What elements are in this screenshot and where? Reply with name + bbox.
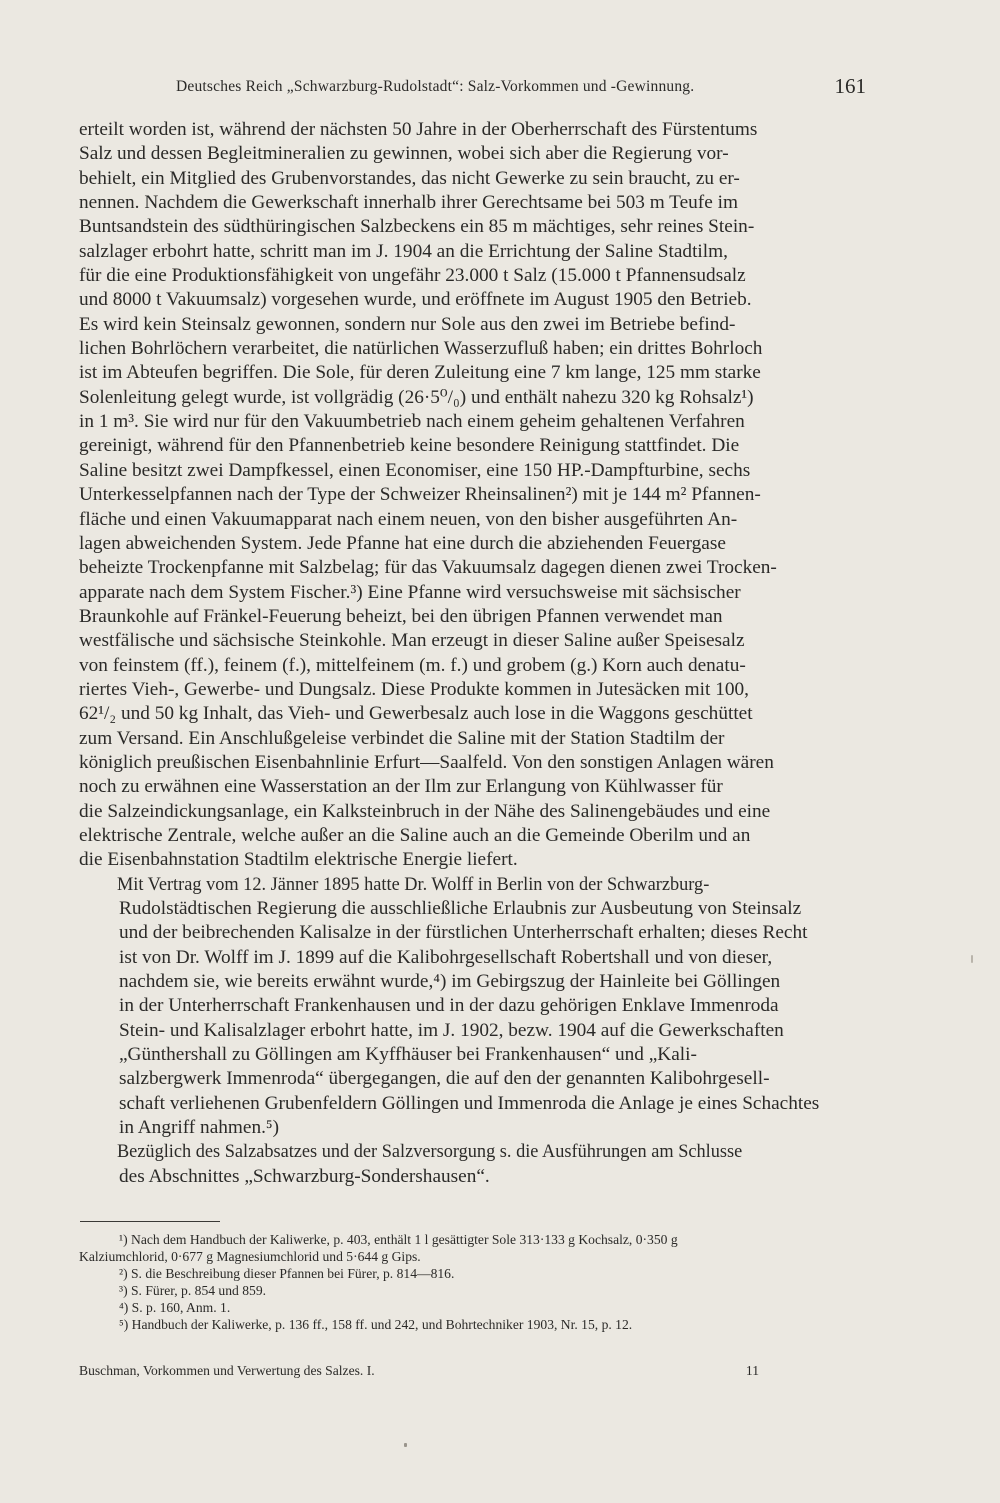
text-line: salzbergwerk Immenroda“ übergegangen, die auf den der genannten Kalibohrgesell- (119, 1068, 770, 1090)
text-line: behielt, ein Mitglied des Grubenvorstandes, das nicht Gewerke zu sein braucht, zu er- (79, 167, 740, 189)
footnote-1-continuation: Kalziumchlorid, 0·677 g Magnesiumchlorid und 5·644 g Gips. (79, 1249, 421, 1265)
text-line: apparate nach dem System Fischer.³) Eine Pfanne wird versuchsweise mit sächsischer (79, 581, 741, 603)
text-line: Es wird kein Steinsalz gewonnen, sondern nur Sole aus den zwei im Betriebe befind- (79, 313, 736, 335)
text-line: Stein- und Kalisalzlager erbohrt hatte, im J. 1902, bezw. 1904 auf die Gewerkschaften (119, 1019, 784, 1041)
text-line: Bezüglich des Salzabsatzes und der Salzversorgung s. die Ausführungen am Schlusse (116, 1141, 743, 1163)
text-line: in der Unterherrschaft Frankenhausen und in der dazu gehörigen Enklave Immenroda (119, 995, 779, 1017)
text-line: „Günthershall zu Göllingen am Kyffhäuser bei Frankenhausen“ und „Kali- (119, 1044, 697, 1066)
paragraph (79, 873, 865, 1141)
text-line: und der beibrechenden Kalisalze in der fürstlichen Unterherrschaft erhalten; dieses Recht (119, 922, 808, 944)
text-line: schaft verliehenen Grubenfeldern Göllingen und Immenroda die Anlage je eines Schachtes (119, 1092, 820, 1114)
text-line: des Abschnittes „Schwarzburg-Sondershausen“. (119, 1165, 490, 1187)
footnote-5: ⁵) Handbuch der Kaliwerke, p. 136 ff., 158 ff. und 242, und Bohrtechniker 1903, Nr. 15, p. 12. (119, 1317, 633, 1333)
text-line: lichen Bohrlöchern verarbeitet, die natürlichen Wasserzufluß haben; ein drittes Bohrloch (79, 338, 763, 360)
text-line: Solenleitung gelegt wurde, ist vollgrädig (26·5⁰/₀) und enthält nahezu 320 kg Rohsalz¹) (79, 386, 754, 408)
text-line: beheizte Trockenpfanne mit Salzbelag; für das Vakuumsalz dagegen dienen zwei Trocken- (79, 557, 777, 579)
page-number: 161 (834, 74, 866, 98)
paragraph (79, 1140, 865, 1189)
text-line: die Salzeindickungsanlage, ein Kalksteinbruch in der Nähe des Salinengebäudes und eine (79, 800, 771, 822)
text-line: die Eisenbahnstation Stadtilm elektrische Energie liefert. (79, 849, 518, 871)
paragraph (79, 118, 865, 873)
main-text (79, 118, 865, 1189)
text-line: 62¹/₂ und 50 kg Inhalt, das Vieh- und Gewerbesalz auch lose in die Waggons geschüttet (79, 703, 753, 725)
text-line: salzlager erbohrt hatte, schritt man im J. 1904 an die Errichtung der Saline Stadtilm, (79, 240, 728, 262)
text-line: in 1 m³. Sie wird nur für den Vakuumbetrieb nach einem geheim gehaltenen Verfahren (79, 411, 745, 433)
footnote-4: ⁴) S. p. 160, Anm. 1. (119, 1300, 231, 1316)
footer-book-title: Buschman, Vorkommen und Verwertung des Salzes. I. (79, 1363, 375, 1378)
text-line: Braunkohle auf Fränkel-Feuerung beheizt, bei den übrigen Pfannen verwendet man (79, 605, 723, 627)
footnote-divider (80, 1221, 220, 1222)
text-line: elektrische Zentrale, welche außer an die Saline auch an die Gemeinde Oberilm und an (79, 824, 751, 846)
footnote-1: ¹) Nach dem Handbuch der Kaliwerke, p. 403, enthält 1 l gesättigter Sole 313·133 g Kochsalz, 0·350 g (119, 1232, 678, 1247)
footer-sheet-number: 11 (745, 1363, 759, 1378)
text-line: und 8000 t Vakuumsalz) vorgesehen wurde, und eröffnete im August 1905 den Betrieb. (79, 289, 752, 311)
text-line: zum Versand. Ein Anschlußgeleise verbindet die Saline mit der Station Stadtilm der (79, 727, 725, 749)
text-line: Saline besitzt zwei Dampfkessel, einen Economiser, eine 150 HP.-Dampfturbine, sechs (79, 459, 751, 481)
page-footer (79, 1363, 759, 1381)
text-line: fläche und einen Vakuumapparat nach einem neuen, von den bisher ausgeführten An- (79, 508, 738, 530)
text-line: Mit Vertrag vom 12. Jänner 1895 hatte Dr. Wolff in Berlin von der Schwarzburg- (116, 873, 710, 895)
text-line: Buntsandstein des südthüringischen Salzbeckens ein 85 m mächtiges, sehr reines Stein- (79, 216, 755, 238)
text-line: königlich preußischen Eisenbahnlinie Erfurt—Saalfeld. Von den sonstigen Anlagen wären (79, 751, 774, 773)
text-line: Salz und dessen Begleitmineralien zu gewinnen, wobei sich aber die Regierung vor- (79, 143, 729, 165)
text-line: gereinigt, während für den Pfannenbetrieb keine besondere Reinigung stattfindet. Die (79, 435, 740, 457)
text-line: nennen. Nachdem die Gewerkschaft innerhalb ihrer Gerechtsame bei 503 m Teufe im (79, 192, 738, 214)
text-line: Rudolstädtischen Regierung die ausschließliche Erlaubnis zur Ausbeutung von Steinsalz (119, 898, 802, 919)
text-line: in Angriff nahmen.⁵) (119, 1117, 280, 1139)
running-title: Deutsches Reich „Schwarzburg-Rudolstadt“: Salz-Vorkommen und -Gewinnung. (176, 78, 695, 95)
text-line: ist von Dr. Wolff im J. 1899 auf die Kalibohrgesellschaft Robertshall und von dieser, (119, 946, 773, 968)
text-line: noch zu erwähnen eine Wasserstation an der Ilm zur Erlangung von Kühlwasser für (79, 776, 723, 798)
text-line: lagen abweichenden System. Jede Pfanne hat eine durch die abziehenden Feuergase (79, 532, 726, 554)
text-line: von feinstem (ff.), feinem (f.), mittelfeinem (m. f.) und grobem (g.) Korn auch denatu- (79, 654, 746, 676)
text-line: für die eine Produktionsfähigkeit von ungefähr 23.000 t Salz (15.000 t Pfannensudsalz (79, 265, 746, 287)
paper-speck (404, 1443, 407, 1447)
footnote-3: ³) S. Fürer, p. 854 und 859. (119, 1283, 267, 1299)
footnote-2: ²) S. die Beschreibung dieser Pfannen bei Fürer, p. 814—816. (119, 1266, 455, 1282)
text-line: erteilt worden ist, während der nächsten 50 Jahre in der Oberherrschaft des Fürstentums (79, 119, 758, 140)
text-line: westfälische und sächsische Steinkohle. Man erzeugt in dieser Saline außer Speisesalz (79, 630, 745, 652)
text-line: nachdem sie, wie bereits erwähnt wurde,⁴) im Gebirgszug der Hainleite bei Göllingen (119, 971, 781, 993)
text-line: ist im Abteufen begriffen. Die Sole, für deren Zuleitung eine 7 km lange, 125 mm starke (79, 362, 761, 384)
text-line: Unterkesselpfannen nach der Type der Schweizer Rheinsalinen²) mit je 144 m² Pfannen- (79, 484, 761, 506)
running-head (176, 74, 866, 100)
paper-speck (971, 955, 973, 963)
text-line: riertes Vieh-, Gewerbe- und Dungsalz. Diese Produkte kommen in Jutesäcken mit 100, (79, 678, 749, 700)
footnotes (79, 1231, 849, 1334)
